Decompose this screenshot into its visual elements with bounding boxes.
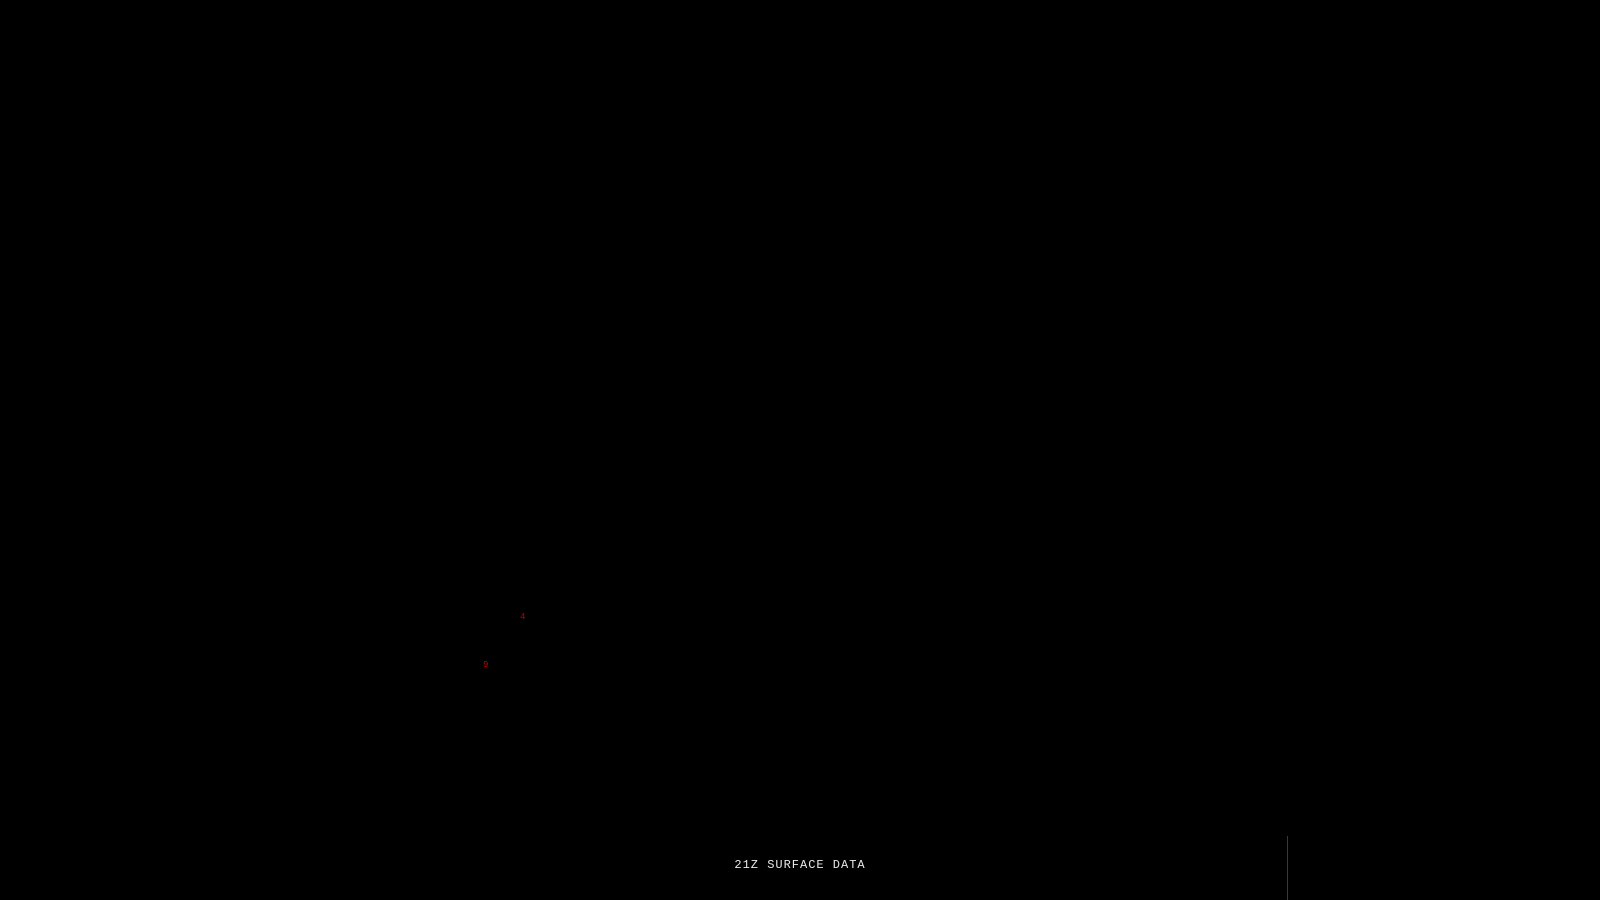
station-plot-marker: 4: [520, 612, 526, 622]
station-plot-marker: 9: [483, 660, 489, 670]
map-caption: 21Z SURFACE DATA: [734, 858, 866, 872]
